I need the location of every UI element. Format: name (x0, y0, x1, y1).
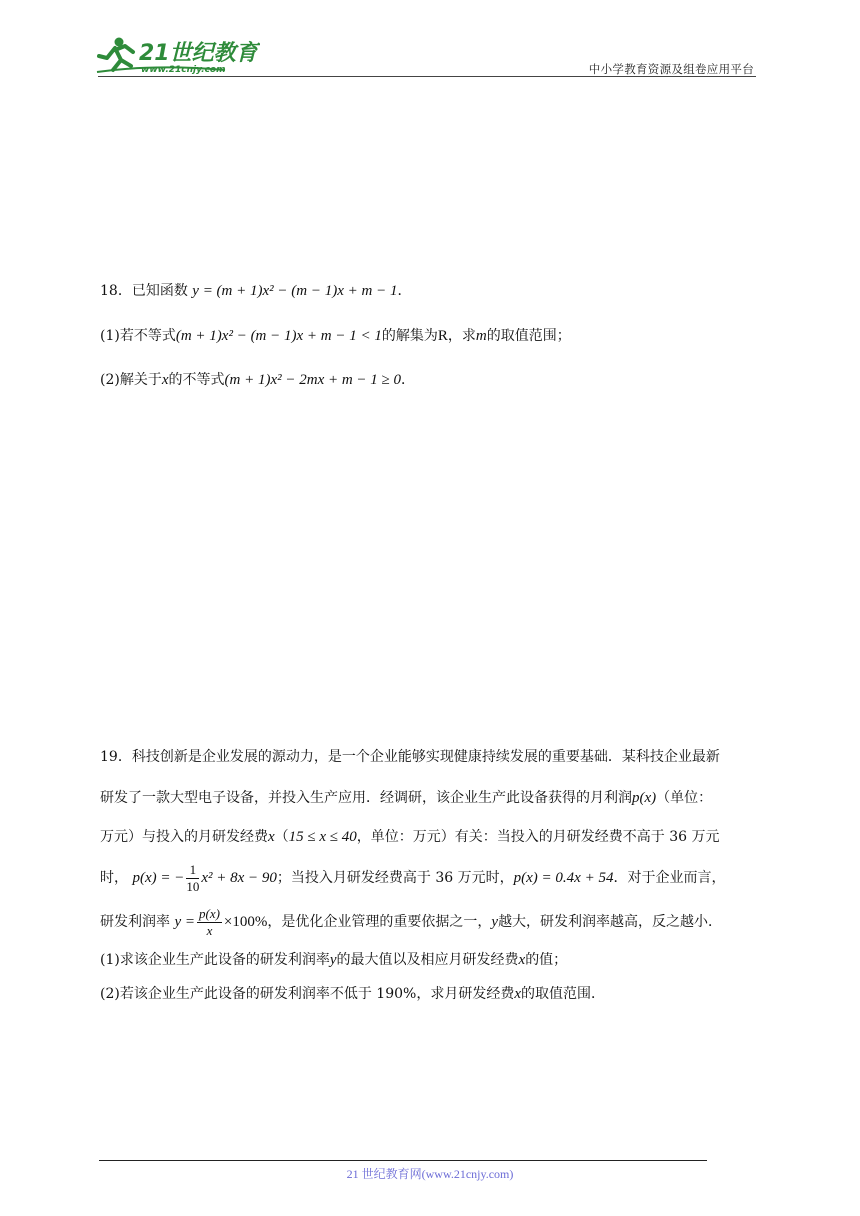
fraction-numerator: p(x) (198, 905, 220, 921)
q18-part1-end: 的取值范围； (486, 328, 571, 344)
q19-part2-end: 的取值范围． (521, 986, 605, 1002)
q19-part1-mid: 的最大值以及相应月研发经费 (336, 952, 519, 968)
q19-line5 (100, 902, 722, 942)
q19-line2-unit: （单位： (656, 790, 713, 806)
platform-name: 中小学教育资源及组卷应用平台 (588, 62, 754, 76)
q18-part2-var: x (161, 372, 169, 388)
q18-part2-label: (2) (100, 372, 120, 388)
q19-part2 (100, 984, 605, 1004)
runner-logo-icon (95, 34, 260, 78)
footer-source: 21 世纪教育网(www.21cnjy.com) (346, 1167, 514, 1181)
q19-rate-rhs: ×100% (223, 914, 268, 930)
q18-part1-set: R (437, 328, 448, 344)
q19-line3: 万元）与投入的月研发经费x（15 ≤ x ≤ 40，单位：万元）有关：当投入的月研发经费不高于 36 万元 (100, 829, 720, 845)
site-logo (95, 34, 260, 78)
q18-number: 18． (100, 283, 132, 299)
q19-x-range: 15 ≤ x ≤ 40 (288, 829, 357, 845)
q18-part1-mid: 的解集为 (381, 328, 438, 344)
q18-part1-label: (1) (100, 328, 120, 344)
footer-divider (99, 1160, 707, 1161)
q18-part1-text: 若不等式 (119, 328, 176, 344)
q19-line1 (100, 747, 720, 767)
q19-line5-end: 越大，研发利润率越高，反之越小． (498, 914, 723, 930)
q19-line5-text: 研发利润率 (100, 914, 170, 930)
q19-piece1-rhs: x² + 8x − 90 (201, 870, 277, 886)
q19-piece2-formula: p(x) = 0.4x + 54 (513, 870, 614, 886)
q19-line1-text: 科技创新是企业发展的源动力，是一个企业能够实现健康持续发展的重要基础．某科技企业最新 (131, 749, 720, 765)
q19-line4-text: 时， (100, 870, 128, 886)
q19-part1 (100, 950, 567, 970)
q19-line4 (100, 860, 725, 896)
q19-line4-end: ．对于企业而言， (613, 870, 726, 886)
q18-stem-text: 已知函数 (131, 283, 188, 299)
q18-part2-mid: 的不等式 (168, 372, 225, 388)
q18-part1-formula: (m + 1)x² − (m − 1)x + m − 1 < 1 (175, 328, 382, 344)
q19-profit-fn: p(x) (632, 790, 657, 806)
q19-var-y: y (491, 914, 499, 930)
logo-url: www.21cnjy.com (141, 65, 226, 75)
q19-rate-fraction (197, 906, 222, 939)
q18-part2-formula: (m + 1)x² − 2mx + m − 1 ≥ 0 (224, 372, 402, 388)
q18-part1-var: m (475, 328, 487, 344)
q19-var-x: x (268, 829, 275, 845)
q19-part1-x: x (518, 952, 526, 968)
q19-line5-mid: ，是优化企业管理的重要依据之一， (267, 914, 492, 930)
fraction-numerator: 1 (186, 862, 199, 879)
q19-line2 (100, 788, 712, 808)
q18-part1-post: ，求 (447, 328, 476, 344)
q18-stem: 18．已知函数 y = (m + 1)x² − (m − 1)x + m − 1． (100, 283, 412, 299)
q19-part2-x: x (514, 986, 521, 1002)
q18-part1 (100, 326, 571, 346)
q19-part2-text: 若该企业生产此设备的研发利润率不低于 190%，求月研发经费 (119, 986, 515, 1002)
q19-line4-mid: ；当投入月研发经费高于 36 万元时， (276, 870, 514, 886)
q19-line3-rest: ，单位：万元）有关：当投入的月研发经费不高于 36 万元 (356, 829, 720, 845)
q19-part2-label: (2) (100, 986, 120, 1002)
q18-part2-text: 解关于 (119, 372, 162, 388)
q19-part1-end: 的值； (525, 952, 568, 968)
q19-piece1-lhs: p(x) = − (132, 870, 185, 886)
q19-piece1-fraction (186, 862, 199, 895)
fraction-denominator: x (206, 922, 213, 938)
q18-part2: (2)解关于x的不等式(m + 1)x² − 2mx + m − 1 ≥ 0． (100, 372, 416, 388)
q19-part1-label: (1) (100, 952, 120, 968)
q19-line2-text: 研发了一款大型电子设备，并投入生产应用．经调研，该企业生产此设备获得的月利润 (100, 790, 632, 806)
q18-function-formula: y = (m + 1)x² − (m − 1)x + m − 1 (192, 283, 398, 299)
q19-rate-lhs: y = (174, 914, 195, 930)
logo-text: 21世纪教育 (139, 41, 258, 66)
fraction-denominator: 10 (186, 878, 200, 894)
q19-line3-text: 万元）与投入的月研发经费 (100, 829, 268, 845)
header-divider (98, 76, 756, 77)
q19-part1-text: 求该企业生产此设备的研发利润率 (119, 952, 330, 968)
q19-number: 19． (100, 749, 132, 765)
q19-part1-y: y (329, 952, 337, 968)
